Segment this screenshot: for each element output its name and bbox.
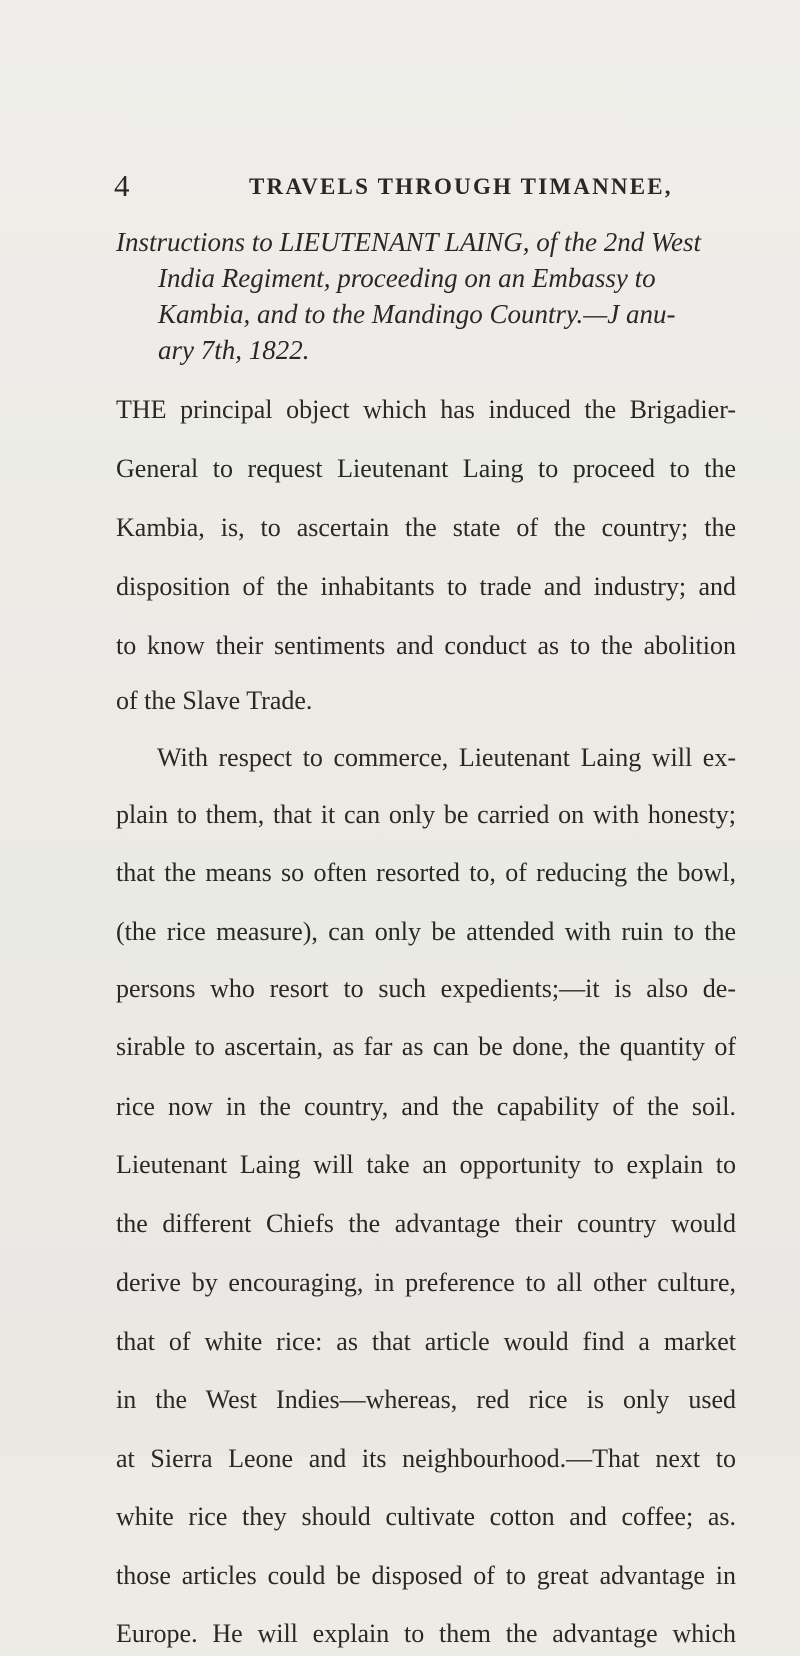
text-line: disposition of the inhabitants to trade and industry; and: [116, 572, 736, 601]
heading-line: India Regiment, proceeding on an Embassy to: [158, 263, 656, 293]
text-line: that of white rice: as that article would find a market: [116, 1327, 736, 1356]
text-line: sirable to ascertain, as far as can be done, the quantity of: [116, 1032, 736, 1061]
running-title: TRAVELS THROUGH TIMANNEE,: [249, 174, 673, 199]
instructions-heading: [116, 224, 736, 368]
text-line: white rice they should cultivate cotton and coffee; as.: [116, 1502, 736, 1531]
text-line: those articles could be disposed of to great advantage in: [116, 1561, 736, 1590]
heading-line: Instructions to LIEUTENANT LAING, of the 2nd West: [116, 227, 702, 257]
text-line: persons who resort to such expedients;—it is also de-: [116, 974, 736, 1003]
text-line: of the Slave Trade.: [116, 686, 313, 715]
text-line: plain to them, that it can only be carried on with honesty;: [116, 800, 736, 829]
text-line: With respect to commerce, Lieutenant Laing will ex-: [157, 743, 736, 772]
page-number: 4: [114, 168, 130, 203]
text-line: that the means so often resorted to, of reducing the bowl,: [116, 858, 736, 887]
text-line: in the West Indies—whereas, red rice is only used: [116, 1385, 736, 1414]
text-line: at Sierra Leone and its neighbourhood.—That next to: [116, 1444, 736, 1473]
text-line: Europe. He will explain to them the advantage which: [116, 1619, 736, 1648]
heading-line: ary 7th, 1822.: [158, 335, 310, 365]
heading-line: Kambia, and to the Mandingo Country.—J anu-: [158, 299, 676, 329]
text-line: to know their sentiments and conduct as to the abolition: [116, 631, 736, 660]
running-head: [0, 166, 800, 206]
text-line: derive by encouraging, in preference to all other culture,: [116, 1268, 736, 1297]
text-line: Lieutenant Laing will take an opportunity to explain to: [116, 1150, 736, 1179]
text-line: General to request Lieutenant Laing to proceed to the: [116, 454, 736, 483]
text-line: rice now in the country, and the capability of the soil.: [116, 1092, 736, 1121]
text-line: (the rice measure), can only be attended with ruin to the: [116, 917, 736, 946]
text-line: Kambia, is, to ascertain the state of the country; the: [116, 513, 736, 542]
text-line: THE principal object which has induced the Brigadier-: [116, 395, 736, 424]
text-line: the different Chiefs the advantage their country would: [116, 1209, 736, 1238]
